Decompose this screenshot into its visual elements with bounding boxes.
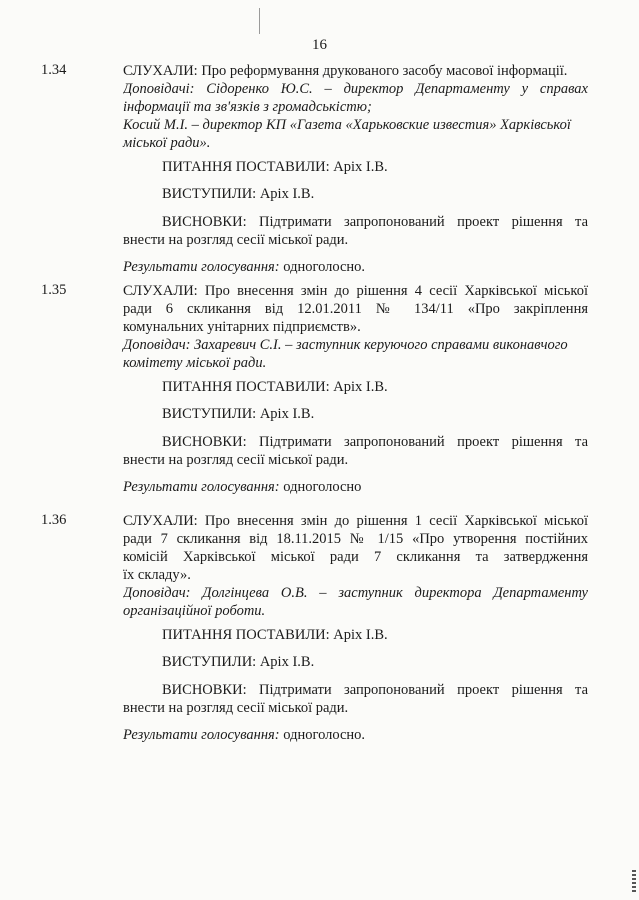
speaker-line: Доповідач: Захаревич С.І. – заступник керуючого справами виконавчого	[123, 337, 568, 353]
vote-result	[123, 258, 365, 276]
heard-line: ради 7 скликання від 18.11.2015 № 1/15 «Про утворення постійних	[123, 531, 588, 547]
speaker-line: Доповідачі: Сідоренко Ю.С. – директор Департаменту у справах	[123, 81, 588, 97]
conclusion-line: внести на розгляд сесії міської ради.	[123, 700, 349, 716]
raised-by: ПИТАННЯ ПОСТАВИЛИ: Аріх І.В.	[162, 379, 388, 395]
conclusion-line: ВИСНОВКИ: Підтримати запропонований проект рішення та	[162, 434, 588, 450]
item-number: 1.35	[41, 282, 67, 298]
conclusion-line: внести на розгляд сесії міської ради.	[123, 232, 349, 248]
vote-value: одноголосно.	[283, 727, 366, 743]
heard-line: СЛУХАЛИ: Про внесення змін до рішення 4 сесії Харківської міської	[123, 283, 588, 299]
raised-by: ПИТАННЯ ПОСТАВИЛИ: Аріх І.В.	[162, 159, 388, 175]
vote-result	[123, 726, 365, 744]
vote-label: Результати голосування:	[123, 479, 280, 495]
speaker-line: комітету міської ради.	[123, 355, 267, 371]
speaker-line: організаційної роботи.	[123, 603, 266, 619]
conclusion-line: ВИСНОВКИ: Підтримати запропонований проект рішення та	[162, 682, 588, 698]
spoke: ВИСТУПИЛИ: Аріх І.В.	[162, 186, 315, 202]
scan-edge-artifact	[632, 870, 636, 892]
vote-value: одноголосно.	[283, 259, 366, 275]
speaker-line: Доповідач: Долгінцева О.В. – заступник директора Департаменту	[123, 585, 588, 601]
speaker-line: Косий М.І. – директор КП «Газета «Харьковские известия» Харківської	[123, 117, 571, 133]
heard-line: їх складу».	[123, 567, 191, 583]
raised-by: ПИТАННЯ ПОСТАВИЛИ: Аріх І.В.	[162, 627, 388, 643]
item-number: 1.36	[41, 512, 67, 528]
speaker-line: інформації та зв'язків з громадськістю;	[123, 99, 372, 115]
scan-artifact-line	[259, 8, 260, 34]
vote-label: Результати голосування:	[123, 259, 280, 275]
vote-result	[123, 478, 361, 496]
conclusion-line: ВИСНОВКИ: Підтримати запропонований проект рішення та	[162, 214, 588, 230]
heard-line: комунальних унітарних підприємств».	[123, 319, 361, 335]
spoke: ВИСТУПИЛИ: Аріх І.В.	[162, 406, 315, 422]
heard-line: ради 6 скликання від 12.01.2011 № 134/11 «Про закріплення	[123, 301, 588, 317]
vote-value: одноголосно	[283, 479, 362, 495]
vote-label: Результати голосування:	[123, 727, 280, 743]
spoke: ВИСТУПИЛИ: Аріх І.В.	[162, 654, 315, 670]
heard-line: комісій Харківської міської ради 7 скликання та затвердження	[123, 549, 588, 565]
conclusion-line: внести на розгляд сесії міської ради.	[123, 452, 349, 468]
heard-text: СЛУХАЛИ: Про реформування друкованого засобу масової інформації.	[123, 63, 568, 79]
heard-line: СЛУХАЛИ: Про внесення змін до рішення 1 сесії Харківської міської	[123, 513, 588, 529]
speaker-line: міської ради».	[123, 135, 211, 151]
item-number: 1.34	[41, 62, 67, 78]
page-number: 16	[312, 37, 327, 53]
